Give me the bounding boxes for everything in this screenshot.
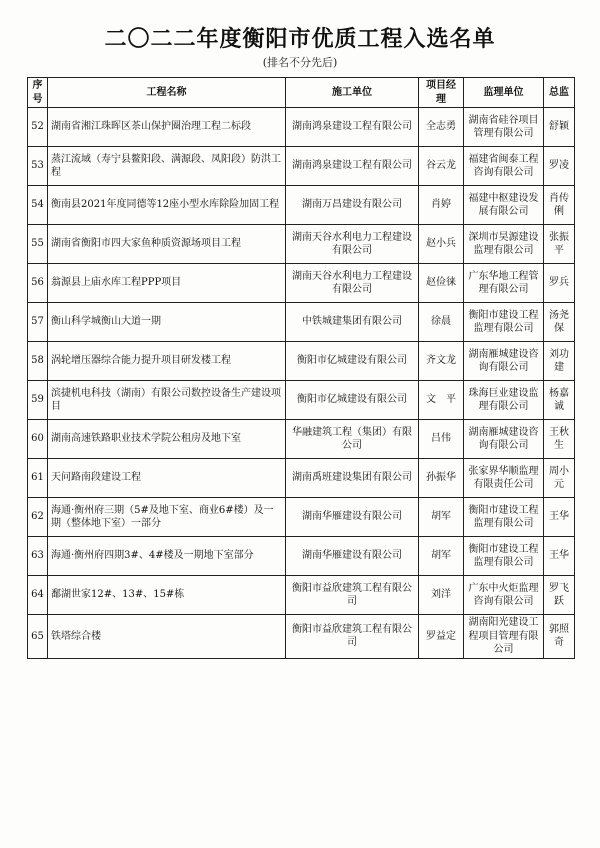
cell-chief-supervisor: 肖传俐 xyxy=(544,186,575,225)
cell-project-manager: 胡军 xyxy=(419,498,464,537)
cell-construction-unit: 中铁城建集团有限公司 xyxy=(286,303,419,342)
table-row xyxy=(28,459,575,498)
table-row xyxy=(28,225,575,264)
cell-construction-unit: 湖南天谷水利电力工程建设有限公司 xyxy=(286,264,419,303)
column-header-director: 总监 xyxy=(544,78,575,108)
cell-chief-supervisor: 罗飞跃 xyxy=(544,576,575,615)
cell-no: 59 xyxy=(28,381,48,420)
cell-supervision-unit: 张家界华顺监理有限责任公司 xyxy=(464,459,544,498)
cell-construction-unit: 湖南鸿泉建设工程有限公司 xyxy=(286,108,419,147)
cell-supervision-unit: 湖南阳光建设工程项目管理有限公司 xyxy=(464,615,544,659)
table-row xyxy=(28,498,575,537)
cell-no: 52 xyxy=(28,108,48,147)
column-header-unit: 施工单位 xyxy=(286,78,419,108)
document-subtitle: (排名不分先后) xyxy=(262,56,338,69)
cell-no: 63 xyxy=(28,537,48,576)
cell-construction-unit: 湖南禹班建设集团有限公司 xyxy=(286,459,419,498)
cell-no: 56 xyxy=(28,264,48,303)
cell-project-manager: 谷云龙 xyxy=(419,147,464,186)
cell-construction-unit: 湖南万昌建设有限公司 xyxy=(286,186,419,225)
cell-no: 57 xyxy=(28,303,48,342)
cell-supervision-unit: 珠海巨业建设监理有限公司 xyxy=(464,381,544,420)
cell-no: 62 xyxy=(28,498,48,537)
cell-project-manager: 孙振华 xyxy=(419,459,464,498)
cell-no: 60 xyxy=(28,420,48,459)
cell-project-manager: 齐文龙 xyxy=(419,342,464,381)
column-header-name: 工程名称 xyxy=(48,78,286,108)
table-row xyxy=(28,303,575,342)
cell-construction-unit: 湖南华雁建设有限公司 xyxy=(286,498,419,537)
cell-no: 58 xyxy=(28,342,48,381)
cell-construction-unit: 华融建筑工程（集团）有限公司 xyxy=(286,420,419,459)
cell-no: 55 xyxy=(28,225,48,264)
cell-chief-supervisor: 罗兵 xyxy=(544,264,575,303)
cell-supervision-unit: 湖南雁城建设咨询有限公司 xyxy=(464,420,544,459)
cell-chief-supervisor: 舒颖 xyxy=(544,108,575,147)
cell-supervision-unit: 广东中火炬监理咨询有限公司 xyxy=(464,576,544,615)
cell-project-manager: 肖婷 xyxy=(419,186,464,225)
cell-chief-supervisor: 王华 xyxy=(544,498,575,537)
cell-chief-supervisor: 周小元 xyxy=(544,459,575,498)
cell-project-name: 铁塔综合楼 xyxy=(48,615,286,659)
cell-chief-supervisor: 罗凌 xyxy=(544,147,575,186)
cell-construction-unit: 衡阳市益欣建筑工程有限公司 xyxy=(286,576,419,615)
cell-project-name: 衡山科学城衡山大道一期 xyxy=(48,303,286,342)
cell-project-name: 湖南高速铁路职业技术学院公租房及地下室 xyxy=(48,420,286,459)
cell-supervision-unit: 福建中枢建设发展有限公司 xyxy=(464,186,544,225)
cell-project-name: 蒸江流域（寿宁县鳌阳段、满源段、凤阳段）防洪工程 xyxy=(48,147,286,186)
cell-project-name: 滨捷机电科技（湖南）有限公司数控设备生产建设项目 xyxy=(48,381,286,420)
table-row xyxy=(28,381,575,420)
cell-project-manager: 刘洋 xyxy=(419,576,464,615)
cell-chief-supervisor: 刘功建 xyxy=(544,342,575,381)
cell-construction-unit: 衡阳市益欣建筑工程有限公司 xyxy=(286,615,419,659)
cell-project-manager: 全志勇 xyxy=(419,108,464,147)
cell-project-manager: 吕伟 xyxy=(419,420,464,459)
table-row xyxy=(28,108,575,147)
cell-chief-supervisor: 汤尧保 xyxy=(544,303,575,342)
table-row xyxy=(28,147,575,186)
cell-project-manager: 赵小兵 xyxy=(419,225,464,264)
cell-supervision-unit: 广东华地工程管理有限公司 xyxy=(464,264,544,303)
table-row xyxy=(28,264,575,303)
cell-no: 54 xyxy=(28,186,48,225)
table-row xyxy=(28,576,575,615)
cell-project-manager: 罗益定 xyxy=(419,615,464,659)
table-row xyxy=(28,186,575,225)
cell-construction-unit: 衡阳市亿城建设有限公司 xyxy=(286,342,419,381)
cell-supervision-unit: 福建省闽泰工程咨询有限公司 xyxy=(464,147,544,186)
cell-supervision-unit: 湖南省硅谷项目管理有限公司 xyxy=(464,108,544,147)
cell-chief-supervisor: 王华 xyxy=(544,537,575,576)
cell-construction-unit: 湖南天谷水利电力工程建设有限公司 xyxy=(286,225,419,264)
table-row xyxy=(28,342,575,381)
cell-project-name: 鄱湖世家12#、13#、15#栋 xyxy=(48,576,286,615)
cell-supervision-unit: 衡阳市建设工程监理有限公司 xyxy=(464,498,544,537)
table-row xyxy=(28,420,575,459)
cell-no: 53 xyxy=(28,147,48,186)
cell-project-manager: 文 平 xyxy=(419,381,464,420)
cell-construction-unit: 湖南鸿泉建设工程有限公司 xyxy=(286,147,419,186)
column-header-no: 序号 xyxy=(28,78,48,108)
cell-project-name: 湖南省湘江珠晖区茶山保护圈治理工程二标段 xyxy=(48,108,286,147)
cell-project-name: 天问路南段建设工程 xyxy=(48,459,286,498)
cell-no: 64 xyxy=(28,576,48,615)
cell-chief-supervisor: 王秋生 xyxy=(544,420,575,459)
document-title: 二〇二二年度衡阳市优质工程入选名单 xyxy=(104,26,496,52)
cell-chief-supervisor: 张振平 xyxy=(544,225,575,264)
column-header-manager: 项目经理 xyxy=(419,78,464,108)
cell-project-manager: 赵俭徕 xyxy=(419,264,464,303)
project-list-table xyxy=(27,77,575,659)
cell-no: 61 xyxy=(28,459,48,498)
cell-project-manager: 徐晨 xyxy=(419,303,464,342)
cell-supervision-unit: 湖南雁城建设咨询有限公司 xyxy=(464,342,544,381)
cell-project-name: 湖南省衡阳市四大家鱼种质资源场项目工程 xyxy=(48,225,286,264)
cell-supervision-unit: 深圳市昊源建设监理有限公司 xyxy=(464,225,544,264)
cell-project-name: 翁源县上庙水库工程PPP项目 xyxy=(48,264,286,303)
cell-project-name: 海通·衡州府四期3#、4#楼及一期地下室部分 xyxy=(48,537,286,576)
table-row xyxy=(28,537,575,576)
table-header-row xyxy=(28,78,575,108)
cell-chief-supervisor: 郭照奇 xyxy=(544,615,575,659)
cell-no: 65 xyxy=(28,615,48,659)
cell-project-name: 衡南县2021年度同德等12座小型水库除险加固工程 xyxy=(48,186,286,225)
cell-project-name: 海通·衡州府三期（5#及地下室、商业6#楼）及一期（整体地下室）一部分 xyxy=(48,498,286,537)
table-row xyxy=(28,615,575,659)
cell-project-name: 涡轮增压器综合能力提升项目研发楼工程 xyxy=(48,342,286,381)
column-header-supervisor: 监理单位 xyxy=(464,78,544,108)
cell-construction-unit: 衡阳市亿城建设有限公司 xyxy=(286,381,419,420)
cell-project-manager: 胡军 xyxy=(419,537,464,576)
cell-construction-unit: 湖南华雁建设有限公司 xyxy=(286,537,419,576)
cell-chief-supervisor: 杨嘉诚 xyxy=(544,381,575,420)
cell-supervision-unit: 衡阳市建设工程监理有限公司 xyxy=(464,537,544,576)
cell-supervision-unit: 衡阳市建设工程监理有限公司 xyxy=(464,303,544,342)
